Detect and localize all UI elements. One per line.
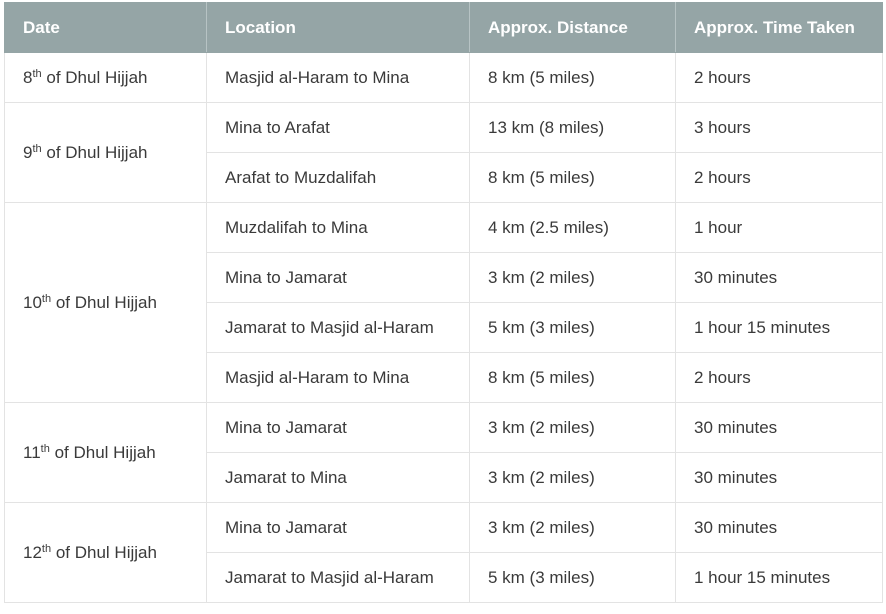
date-month: of Dhul Hijjah	[49, 442, 156, 462]
time-cell: 1 hour 15 minutes	[676, 553, 883, 603]
header-row	[5, 3, 883, 53]
location-cell: Mina to Arafat	[207, 103, 470, 153]
distance-cell: 5 km (3 miles)	[470, 553, 676, 603]
date-day: 12	[23, 542, 42, 562]
time-cell: 3 hours	[676, 103, 883, 153]
date-day: 10	[23, 292, 42, 312]
date-cell	[5, 503, 207, 603]
distance-cell: 8 km (5 miles)	[470, 53, 676, 103]
location-cell: Arafat to Muzdalifah	[207, 153, 470, 203]
distance-cell: 13 km (8 miles)	[470, 103, 676, 153]
table-body	[5, 53, 883, 603]
date-month: of Dhul Hijjah	[51, 292, 157, 312]
header-date: Date	[5, 3, 207, 53]
date-month: of Dhul Hijjah	[41, 142, 148, 162]
distance-cell: 3 km (2 miles)	[470, 453, 676, 503]
distance-cell: 5 km (3 miles)	[470, 303, 676, 353]
location-cell: Masjid al-Haram to Mina	[207, 53, 470, 103]
location-cell: Jamarat to Masjid al-Haram	[207, 303, 470, 353]
table-row	[5, 503, 883, 553]
time-cell: 2 hours	[676, 53, 883, 103]
distance-cell: 8 km (5 miles)	[470, 153, 676, 203]
location-cell: Muzdalifah to Mina	[207, 203, 470, 253]
date-ordinal-suffix: th	[40, 442, 50, 455]
time-cell: 1 hour 15 minutes	[676, 303, 883, 353]
header-distance: Approx. Distance	[470, 3, 676, 53]
time-cell: 30 minutes	[676, 453, 883, 503]
time-cell: 1 hour	[676, 203, 883, 253]
time-cell: 30 minutes	[676, 403, 883, 453]
date-ordinal-suffix: th	[32, 142, 42, 155]
date-day: 9	[23, 142, 33, 162]
date-month: of Dhul Hijjah	[51, 542, 157, 562]
time-cell: 30 minutes	[676, 503, 883, 553]
table-row	[5, 403, 883, 453]
distance-cell: 3 km (2 miles)	[470, 503, 676, 553]
hajj-route-table-container	[4, 2, 882, 603]
date-month: of Dhul Hijjah	[41, 67, 148, 87]
distance-cell: 3 km (2 miles)	[470, 403, 676, 453]
location-cell: Mina to Jamarat	[207, 403, 470, 453]
date-ordinal-suffix: th	[41, 542, 52, 555]
time-cell: 2 hours	[676, 353, 883, 403]
date-cell	[5, 203, 207, 403]
location-cell: Mina to Jamarat	[207, 503, 470, 553]
header-time: Approx. Time Taken	[676, 3, 883, 53]
location-cell: Jamarat to Mina	[207, 453, 470, 503]
location-cell: Masjid al-Haram to Mina	[207, 353, 470, 403]
location-cell: Jamarat to Masjid al-Haram	[207, 553, 470, 603]
table-row	[5, 103, 883, 153]
distance-cell: 8 km (5 miles)	[470, 353, 676, 403]
date-day: 11	[23, 442, 41, 462]
date-ordinal-suffix: th	[32, 67, 42, 80]
time-cell: 30 minutes	[676, 253, 883, 303]
location-cell: Mina to Jamarat	[207, 253, 470, 303]
date-day: 8	[23, 67, 33, 87]
date-cell	[5, 103, 207, 203]
header-location: Location	[207, 3, 470, 53]
time-cell: 2 hours	[676, 153, 883, 203]
table-header	[5, 3, 883, 53]
distance-cell: 3 km (2 miles)	[470, 253, 676, 303]
distance-cell: 4 km (2.5 miles)	[470, 203, 676, 253]
table-row	[5, 53, 883, 103]
date-cell	[5, 53, 207, 103]
table-row	[5, 203, 883, 253]
date-cell	[5, 403, 207, 503]
date-ordinal-suffix: th	[41, 292, 52, 305]
hajj-route-table	[4, 2, 883, 603]
